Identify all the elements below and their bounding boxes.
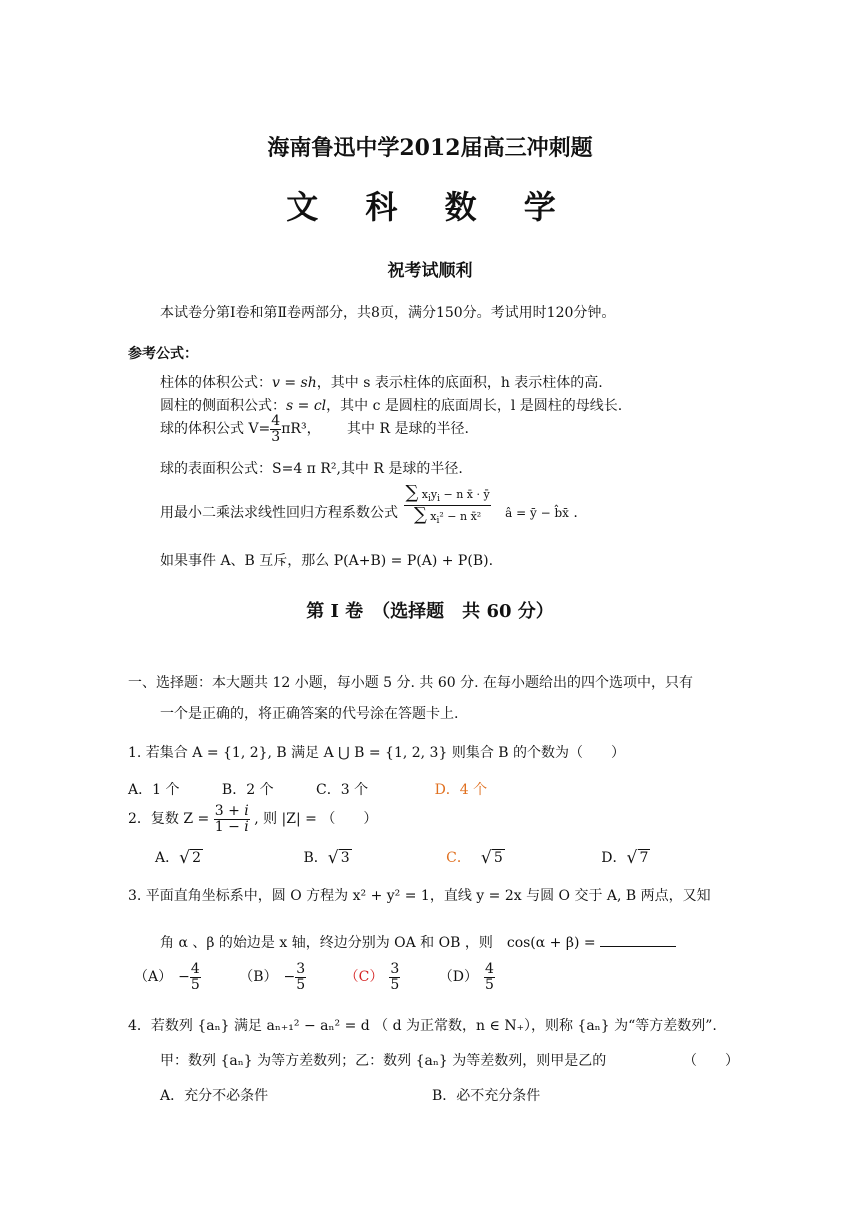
q4-option-a: A．充分不必条件 [160, 1088, 269, 1104]
question-4-answer-paren: （ ） [683, 1053, 739, 1069]
question-1-options [128, 779, 487, 799]
q2-option-c: C．√ 5 [446, 850, 505, 866]
formula-sphere-surface: 球的表面积公式：S=4 π R²,其中 R 是球的半径. [160, 461, 463, 477]
formula-regression: 用最小二乘法求线性回归方程系数公式 $\frac{\sum x_iy_i - n x̄ \cdot ȳ}{\sum x_i^2 - n x̄^2}$ â = ȳ − b̂x̄ . [160, 482, 578, 526]
question-3-line2: 角 α 、β 的始边是 x 轴，终边分别为 OA 和 OB ，则 cos(α + β) = [160, 932, 676, 952]
question-2-options [155, 847, 650, 867]
q4-option-b: B．必不充分条件 [432, 1088, 541, 1104]
formula-cylinder-volume: 柱体的体积公式：v = sh，其中 s 表示柱体的底面积，h 表示柱体的高. [160, 375, 603, 391]
q1-option-c: C．3 个 [316, 782, 369, 798]
exam-wish: 祝考试顺利 [387, 261, 473, 281]
question-3-options [134, 962, 495, 992]
section-1-title: 第 I 卷 （选择题 共 60 分） [306, 601, 554, 622]
question-2: 2．复数 Z = $\frac{3 + i}{1 - i}$ , 则 |Z| = （ ） [128, 803, 378, 835]
q3-option-c: （C） $\frac{3}{5}$ [344, 961, 400, 993]
question-4-line1: 4．若数列 {aₙ} 满足 aₙ₊₁² − aₙ² = d （ d 为正常数，n ∈ N₊），则称 {aₙ} 为“等方差数列”. [128, 1018, 717, 1034]
answer-blank [600, 932, 676, 947]
formula-exclusive-events: 如果事件 A、B 互斥，那么 P(A+B) = P(A) + P(B). [160, 553, 494, 569]
exam-subject-title: 文 科 数 学 [286, 188, 574, 226]
q1-option-a: A．1 个 [128, 782, 180, 798]
q1-option-b: B．2 个 [221, 782, 274, 798]
q3-option-a: （A） − $\frac{4}{5}$ [134, 961, 200, 993]
question-4-line2: 甲：数列 {aₙ} 为等方差数列；乙：数列 {aₙ} 为等差数列，则甲是乙的 [160, 1053, 607, 1069]
q2-option-a: A．√ 2 [155, 850, 203, 866]
question-3-line1: 3. 平面直角坐标系中，圆 O 方程为 x² + y² = 1，直线 y = 2x 与圆 O 交于 A, B 两点，又知 [128, 888, 711, 904]
question-1: 1. 若集合 A = {1, 2}, B 满足 A ⋃ B = {1, 2, 3} 则集合 B 的个数为（ ） [128, 745, 626, 761]
formula-cylinder-side: 圆柱的侧面积公式：s = cl，其中 c 是圆柱的底面周长，l 是圆柱的母线长. [160, 398, 623, 414]
q2-option-d: D．√ 7 [601, 850, 650, 866]
section-1-instruction-line2: 一个是正确的，将正确答案的代号涂在答题卡上. [160, 706, 459, 722]
formula-heading: 参考公式： [128, 346, 198, 362]
q2-option-b: B．√ 3 [304, 850, 352, 866]
q3-option-b: （B） − $\frac{3}{5}$ [239, 961, 306, 993]
exam-school-title: 海南鲁迅中学2012届高三冲刺题 [267, 135, 593, 161]
exam-intro: 本试卷分第Ⅰ卷和第Ⅱ卷两部分，共8页，满分150分。考试用时120分钟。 [160, 305, 616, 321]
q3-option-d: （D） $\frac{4}{5}$ [438, 961, 494, 993]
q1-option-d: D．4 个 [434, 782, 488, 798]
section-1-instruction-line1: 一、选择题：本大题共 12 小题，每小题 5 分. 共 60 分. 在每小题给出的四个选项中，只有 [128, 675, 694, 691]
formula-sphere-volume: 球的体积公式 V= $\frac{4}{3}$ πR³， 其中 R 是球的半径. [160, 413, 469, 445]
